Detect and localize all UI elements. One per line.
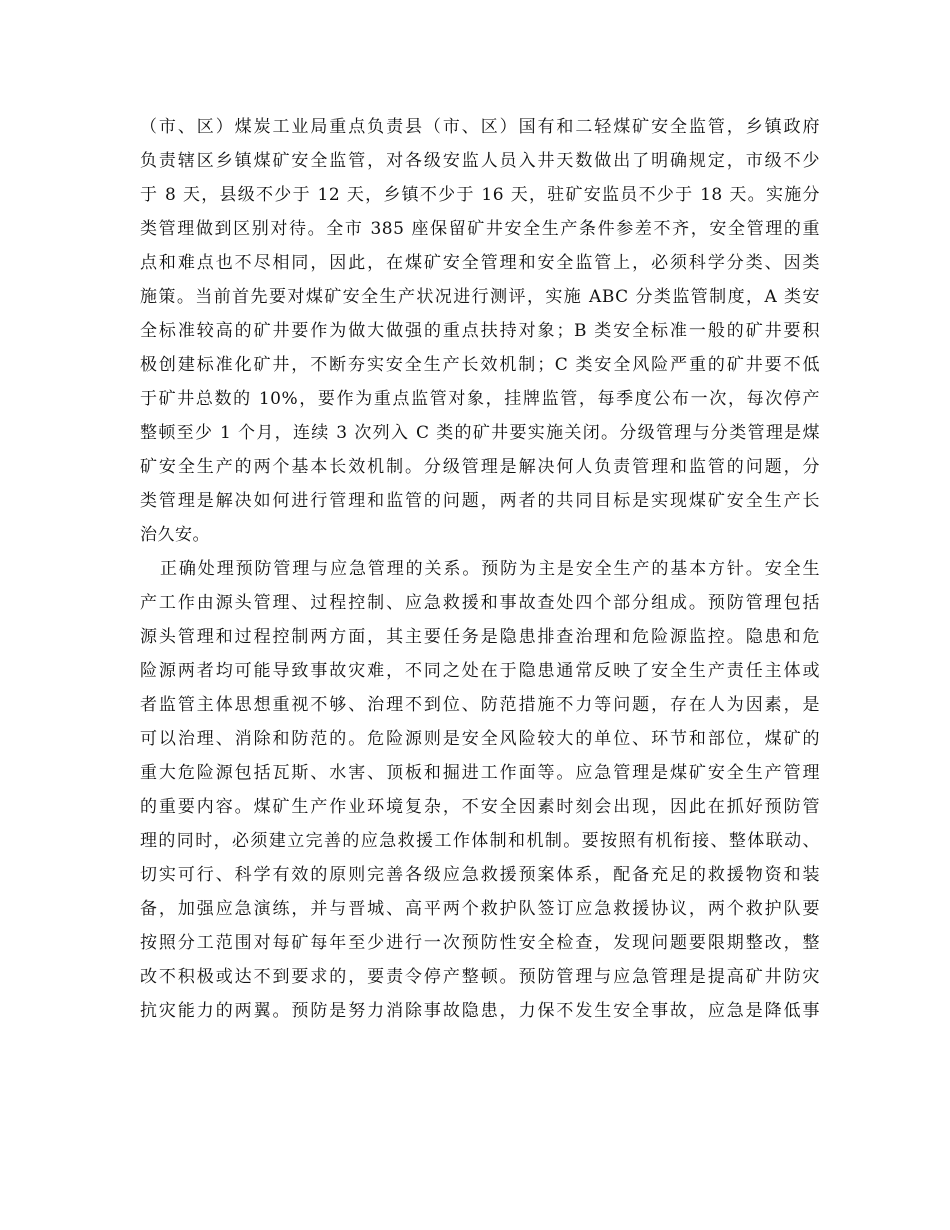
text-line: （市、区）煤炭工业局重点负责县（市、区）国有和二轻煤矿安全监管，乡镇政府 bbox=[140, 117, 820, 137]
text-line: 产工作由源头管理、过程控制、应急救援和事故查处四个部分组成。预防管理包括 bbox=[140, 593, 820, 613]
text-line: 负责辖区乡镇煤矿安全监管，对各级安监人员入井天数做出了明确规定，市级不少 bbox=[140, 151, 820, 171]
text-line: 者监管主体思想重视不够、治理不到位、防范措施不力等问题，存在人为因素，是 bbox=[140, 695, 820, 715]
text-line: 施策。当前首先要对煤矿安全生产状况进行测评，实施 ABC 分类监管制度，A 类安 bbox=[140, 287, 820, 307]
text-line: 全标准较高的矿井要作为做大做强的重点扶持对象；B 类安全标准一般的矿井要积 bbox=[140, 321, 820, 341]
text-line: 的重要内容。煤矿生产作业环境复杂，不安全因素时刻会出现，因此在抓好预防管 bbox=[140, 797, 820, 817]
paragraph-first-line: 正确处理预防管理与应急管理的关系。预防为主是安全生产的基本方针。安全生 bbox=[160, 559, 820, 579]
text-line: 点和难点也不尽相同，因此，在煤矿安全管理和安全监管上，必须科学分类、因类 bbox=[140, 253, 820, 273]
text-line: 切实可行、科学有效的原则完善各级应急救援预案体系，配备充足的救援物资和装 bbox=[140, 865, 820, 885]
text-line: 矿安全生产的两个基本长效机制。分级管理是解决何人负责管理和监管的问题，分 bbox=[140, 457, 820, 477]
text-line: 改不积极或达不到要求的，要责令停产整顿。预防管理与应急管理是提高矿井防灾 bbox=[140, 967, 820, 987]
text-line: 险源两者均可能导致事故灾难，不同之处在于隐患通常反映了安全生产责任主体或 bbox=[140, 661, 820, 681]
paragraph-end-line: 治久安。 bbox=[140, 525, 210, 545]
body-text bbox=[140, 110, 820, 1028]
text-line: 整顿至少 1 个月，连续 3 次列入 C 类的矿井要实施关闭。分级管理与分类管理是煤 bbox=[140, 423, 820, 443]
text-line: 于 8 天，县级不少于 12 天，乡镇不少于 16 天，驻矿安监员不少于 18 天。实施分 bbox=[140, 185, 820, 205]
text-line: 理的同时，必须建立完善的应急救援工作体制和机制。要按照有机衔接、整体联动、 bbox=[140, 831, 820, 851]
text-line: 类管理是解决如何进行管理和监管的问题，两者的共同目标是实现煤矿安全生产长 bbox=[140, 491, 820, 511]
text-line: 源头管理和过程控制两方面，其主要任务是隐患排查治理和危险源监控。隐患和危 bbox=[140, 627, 820, 647]
text-line: 按照分工范围对每矿每年至少进行一次预防性安全检查，发现问题要限期整改，整 bbox=[140, 933, 820, 953]
text-line: 备，加强应急演练，并与晋城、高平两个救护队签订应急救援协议，两个救护队要 bbox=[140, 899, 820, 919]
text-line: 可以治理、消除和防范的。危险源则是安全风险较大的单位、环节和部位，煤矿的 bbox=[140, 729, 820, 749]
text-line: 类管理做到区别对待。全市 385 座保留矿井安全生产条件参差不齐，安全管理的重 bbox=[140, 219, 820, 239]
text-line: 重大危险源包括瓦斯、水害、顶板和掘进工作面等。应急管理是煤矿安全生产管理 bbox=[140, 763, 820, 783]
text-line: 抗灾能力的两翼。预防是努力消除事故隐患，力保不发生安全事故，应急是降低事 bbox=[140, 1001, 820, 1021]
text-line: 于矿井总数的 10%，要作为重点监管对象，挂牌监管，每季度公布一次，每次停产 bbox=[140, 389, 820, 409]
text-line: 极创建标准化矿井，不断夯实安全生产长效机制；C 类安全风险严重的矿井要不低 bbox=[140, 355, 820, 375]
